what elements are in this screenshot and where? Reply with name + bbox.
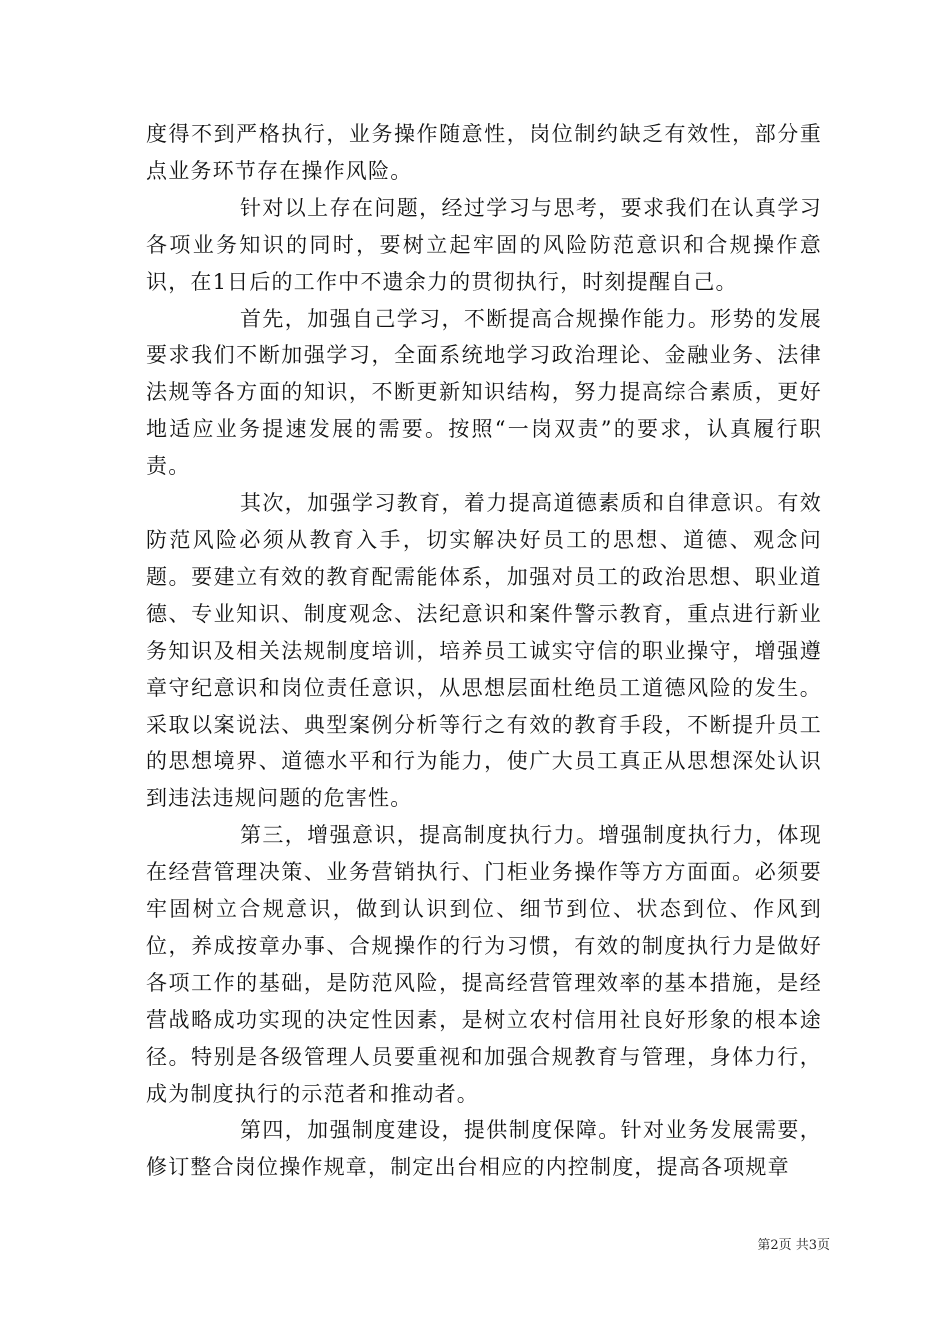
- document-body: [146, 116, 822, 1186]
- paragraph-first: 首先，加强自己学习，不断提高合规操作能力。形势的发展要求我们不断加强学习，全面系统地学习政治理论、金融业务、法律法规等各方面的知识，不断更新知识结构，努力提高综合素质，更好地适应业务提速发展的需要。按照“一岗双责”的要求，认真履行职责。: [146, 306, 822, 479]
- paragraph-problems-response: 针对以上存在问题，经过学习与思考，要求我们在认真学习各项业务知识的同时，要树立起牢固的风险防范意识和合规操作意识，在1日后的工作中不遗余力的贯彻执行，时刻提醒自己。: [146, 195, 822, 294]
- paragraph-third: 第三，增强意识，提高制度执行力。增强制度执行力，体现在经营管理决策、业务营销执行、门柜业务操作等方方面面。必须要牢固树立合规意识，做到认识到位、细节到位、状态到位、作风到位，养成按章办事、合规操作的行为习惯，有效的制度执行力是做好各项工作的基础，是防范风险，提高经营管理效率的基本措施，是经营战略成功实现的决定性因素，是树立农村信用社良好形象的根本途径。特别是各级管理人员要重视和加强合规教育与管理，身体力行，成为制度执行的示范者和推动者。: [146, 823, 822, 1106]
- paragraph-fourth: 第四，加强制度建设，提供制度保障。针对业务发展需要，修订整合岗位操作规章，制定出台相应的内控制度，提高各项规章: [146, 1118, 822, 1180]
- paragraph-continuation: 度得不到严格执行，业务操作随意性，岗位制约缺乏有效性，部分重点业务环节存在操作风险。: [146, 122, 822, 183]
- paragraph-second: 其次，加强学习教育，着力提高道德素质和自律意识。有效防范风险必须从教育入手，切实解决好员工的思想、道德、观念问题。要建立有效的教育配需能体系，加强对员工的政治思想、职业道德、专业知识、制度观念、法纪意识和案件警示教育，重点进行新业务知识及相关法规制度培训，培养员工诚实守信的职业操守，增强遵章守纪意识和岗位责任意识，从思想层面杜绝员工道德风险的发生。采取以案说法、典型案例分析等行之有效的教育手段，不断提升员工的思想境界、道德水平和行为能力，使广大员工真正从思想深处认识到违法违规问题的危害性。: [146, 491, 822, 811]
- page-number-footer: 第2页 共3页: [757, 1238, 830, 1253]
